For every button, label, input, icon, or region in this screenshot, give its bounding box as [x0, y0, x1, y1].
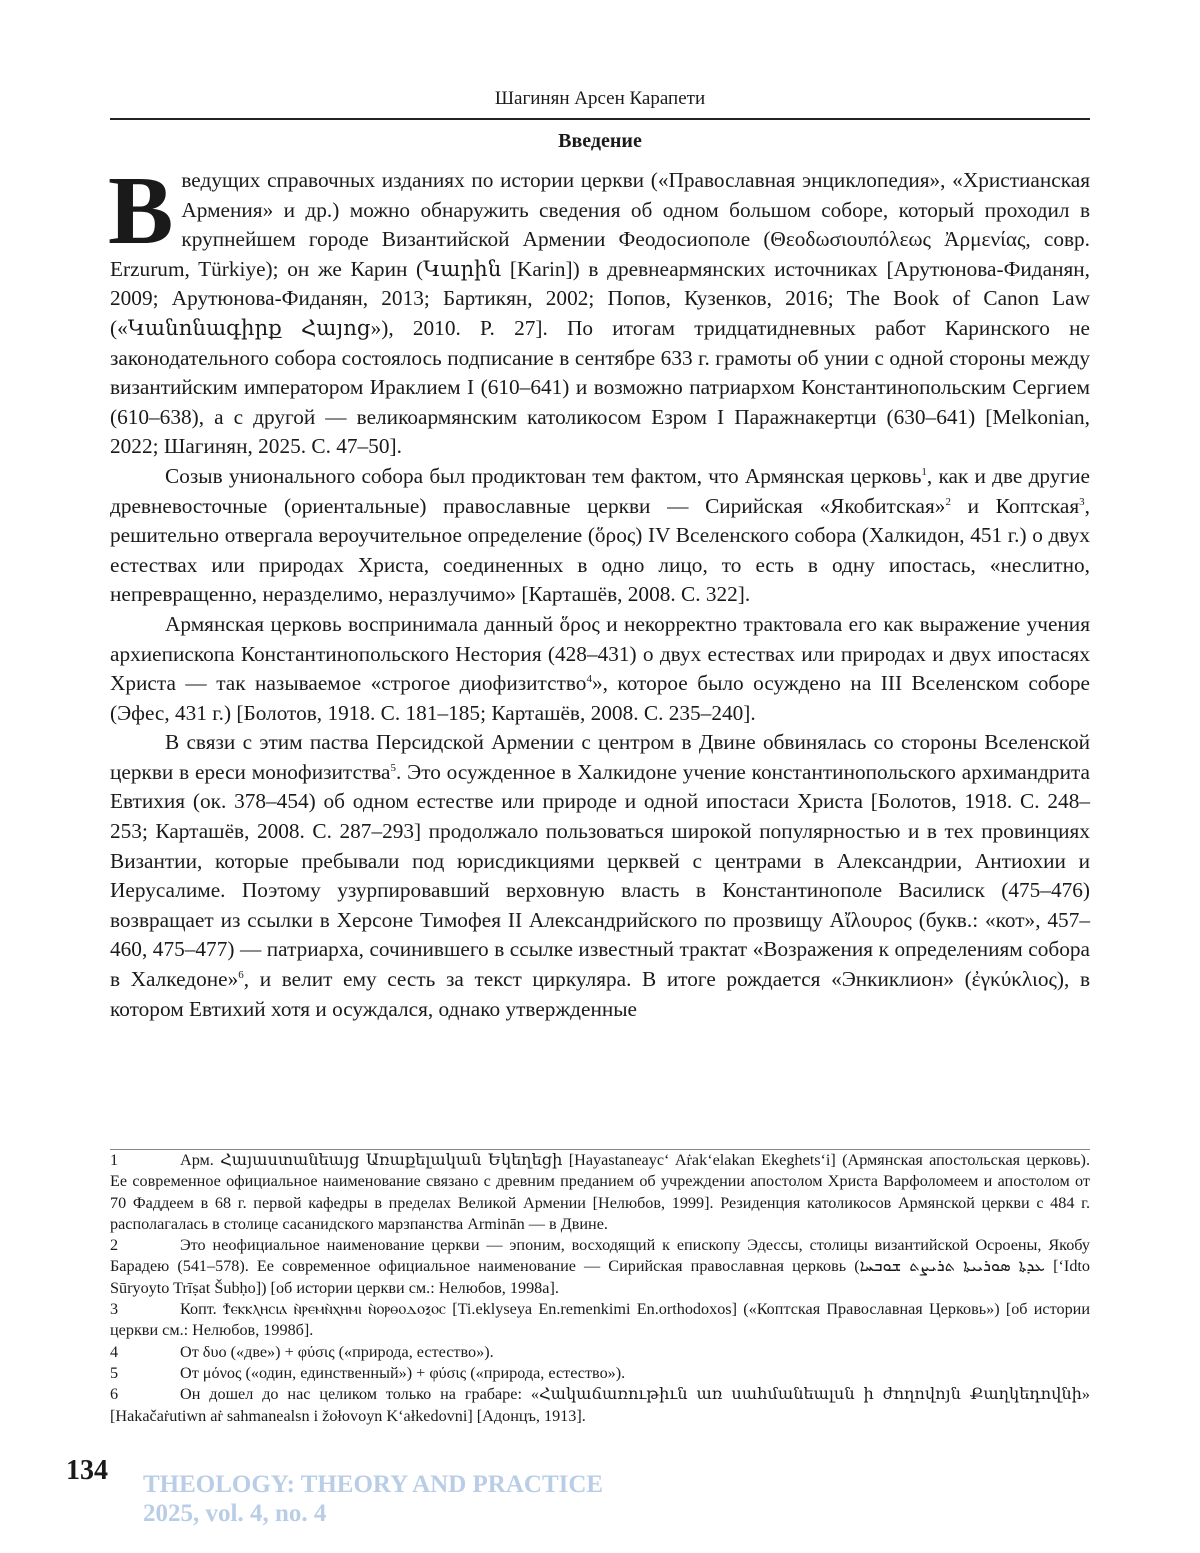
footnote-1 [110, 1150, 1090, 1235]
paragraph-text: », которое было осуждено на III Вселенском соборе (Эфес, 431 г.) [Болотов, 1918. С. 181–185; Карташёв, 2008. С. 235–240]. [110, 671, 1090, 725]
main-text [110, 166, 1090, 1024]
footnote-text: Это неофициальное наименование церкви — эпоним, восходящий к епископу Эдессы, столицы византийской Осроены, Якобу Барадею (541–578). Ее современное официальное наименование — Сирийская православная церковь (ܥܕܬܐ ܣܘܪܝܝܬܐ ܬܪܝܨܬ ܫܘܒܚܐ [‘Idto Sūryoyto Trīṣat Šubḥo]) [об истории церкви см.: Нелюбов, 1998а]. [110, 1236, 1090, 1297]
paragraph-text: , как и две другие древневосточные (ориентальные) православные церкви — Сирийская «Якобитская» [110, 464, 1090, 518]
footnote-text: От δυο («две») + φύσις («природа, естество»). [180, 1343, 494, 1361]
paragraph-1 [110, 166, 1090, 462]
paragraph-text: ведущих справочных изданиях по истории церкви («Православная энциклопедия», «Христианская Армения» и др.) можно обнаружить сведения об одном большом соборе, который проходил в крупнейшем городе Византийской Армении Феодосиополе (Θεοδωσιουπόλεως Ἀρμενίας, совр. Erzurum, Türkiye); он же Карин (Կարին [Karin]) в древнеармянских источниках [Арутюнова-Фиданян, 2009; Арутюнова-Фиданян, 2013; Бартикян, 2002; Попов, Кузенков, 2016; The Book of Canon Law («Կանոնագիրք Հայոց»), 2010. P. 27]. По итогам тридцатидневных работ Каринского не законодательного собора состоялось подписание в сентябре 633 г. грамоты об унии с одной стороны между византийским императором Ираклием I (610–641) и возможно патриархом Константинопольским Сергием (610–638), а с другой — великоармянским католикосом Езром I Паражнакертци (630–641) [Melkonian, 2022; Шагинян, 2025. С. 47–50]. [110, 168, 1090, 458]
footnote-text: Он дошел до нас целиком только на грабаре: «Հակաճառութիւն առ սահմանեալսն ի ժողովոյն Քաղկեդովնի» [Hakačaṙutiwn aṙ sahmanealsn i žołovoyn K‘ałkedovni] [Адонцъ, 1913]. [110, 1385, 1090, 1424]
footnote-3 [110, 1299, 1090, 1342]
footnote-6 [110, 1384, 1090, 1427]
paragraph-text: и Коптская [951, 494, 1079, 518]
footnote-number: 4 [110, 1342, 180, 1363]
footnote-ref[interactable]: 5 [390, 762, 396, 774]
footnote-ref[interactable]: 2 [945, 495, 951, 507]
footnote-text: От μόνος («один, единственный») + φύσις («природа, естество»). [180, 1364, 625, 1382]
footnote-number: 1 [110, 1150, 180, 1171]
paragraph-text: В связи с этим паства Персидской Армении с центром в Двине обвинялась со стороны Вселенской церкви в ереси монофизитства [110, 730, 1090, 784]
footnote-2 [110, 1235, 1090, 1299]
footnote-ref[interactable]: 4 [586, 673, 592, 685]
paragraph-text: Созыв унионального собора был продиктован тем фактом, что Армянская церковь [165, 464, 921, 488]
journal-issue: 2025, vol. 4, no. 4 [143, 1499, 603, 1528]
section-title: Введение [110, 130, 1090, 153]
footnote-text: Копт. Ϯⲉⲕⲕⲗⲏⲥⲓⲁ ⲛ̀ⲣⲉⲙⲛ̀ⲭⲏⲙⲓ ⲛ̀ⲟⲣⲑⲟⲇⲟⲝⲟⲥ [Ti.eklyseya En.remenkimi En.orthodoxos] («Коптская Православная Церковь») [об истории церкви см.: Нелюбов, 1998б]. [110, 1300, 1090, 1339]
footnote-ref[interactable]: 6 [238, 969, 244, 981]
footnote-ref[interactable]: 1 [921, 466, 927, 478]
footnote-4 [110, 1342, 1090, 1363]
footnote-number: 6 [110, 1384, 180, 1405]
paragraph-3 [110, 610, 1090, 728]
footnote-5 [110, 1363, 1090, 1384]
paragraph-2 [110, 462, 1090, 610]
header-rule [110, 118, 1090, 120]
journal-footer [143, 1470, 603, 1528]
journal-title: THEOLOGY: THEORY AND PRACTICE [143, 1470, 603, 1499]
drop-cap: В [108, 172, 173, 250]
paragraph-4 [110, 728, 1090, 1024]
paragraph-text: , и велит ему сесть за текст циркуляра. В итоге рождается «Энкиклион» (ἐγκύκλιος), в котором Евтихий хотя и осуждался, однако утвержденные [110, 967, 1090, 1021]
footnote-text: Арм. Հայաստանեայց Առաքելական Եկեղեցի [Hayastaneayc‘ Aṙak‘elakan Ekeghets‘i] (Армянская апостольская церковь). Ее современное официальное наименование связано с древним преданием об учреждении апостолом Христа Варфоломеем и апостолом от 70 Фаддеем в 68 г. первой кафедры в пределах Великой Армении [Нелюбов, 1999]. Резиденция католикосов Армянской церкви с 484 г. располагалась в столице сасанидского марзпанства Arminān — в Двине. [110, 1151, 1090, 1233]
footnote-number: 5 [110, 1363, 180, 1384]
footnotes [110, 1150, 1090, 1427]
footnote-number: 2 [110, 1235, 180, 1256]
page-number: 134 [66, 1455, 108, 1487]
running-header-author: Шагинян Арсен Карапети [110, 88, 1090, 110]
footnote-number: 3 [110, 1299, 180, 1320]
paragraph-text: . Это осужденное в Халкидоне учение константинопольского архимандрита Евтихия (ок. 378–454) об одном естестве или природе и одной ипостаси Христа [Болотов, 1918. С. 248–253; Карташёв, 2008. С. 287–293] продолжало пользоваться широкой популярностью и в тех провинциях Византии, которые пребывали под юрисдикциями церквей с центрами в Александрии, Антиохии и Иерусалиме. Поэтому узурпировавший верховную власть в Константинополе Василиск (475–476) возвращает из ссылки в Херсоне Тимофея II Александрийского по прозвищу Αἴλουρος (букв.: «кот», 457–460, 475–477) — патриарха, сочинившего в ссылке известный трактат «Возражения к определениям собора в Халкедоне» [110, 760, 1090, 991]
footnote-ref[interactable]: 3 [1079, 495, 1085, 507]
paragraph-text: Армянская церковь воспринимала данный ὅρος и некорректно трактовала его как выражение учения архиепископа Константинопольского Нестория (428–431) о двух естествах или природах и двух ипостасях Христа — так называемое «строгое диофизитство [110, 612, 1090, 695]
paragraph-text: , решительно отвергала вероучительное определение (ὅρος) IV Вселенского собора (Халкидон, 451 г.) о двух естествах или природах Христа, соединенных в одно лицо, то есть в одну ипостась, «неслитно, непревращенно, неразделимо, неразлучимо» [Карташёв, 2008. С. 322]. [110, 494, 1090, 607]
